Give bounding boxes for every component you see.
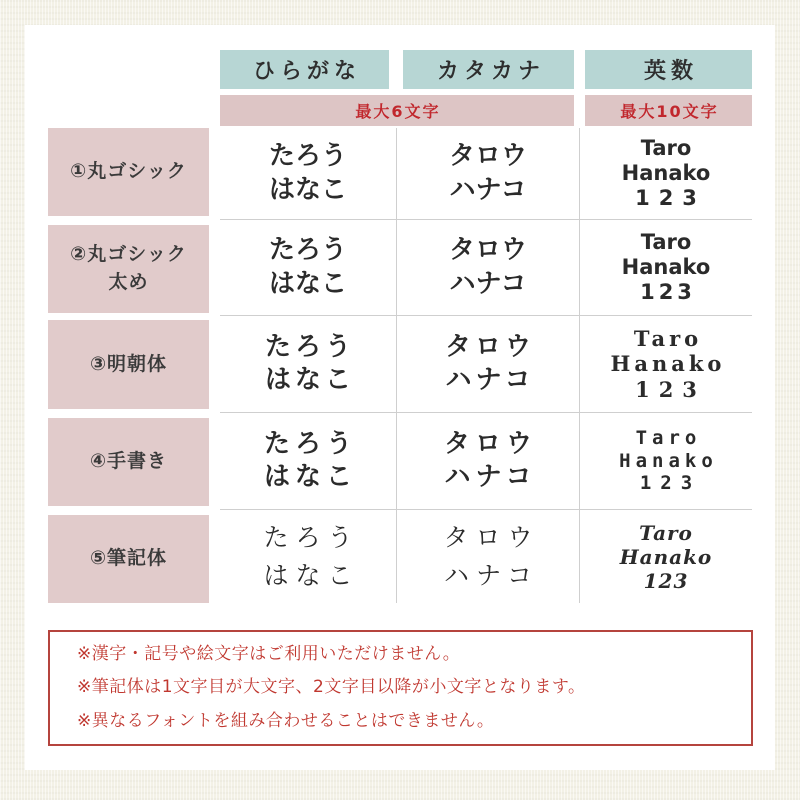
row-label-text: ④手書き	[89, 450, 168, 473]
sample-hiragana	[220, 220, 397, 316]
sample-line: Hanako	[621, 254, 711, 279]
sample-hiragana	[220, 510, 397, 603]
column-header-hiragana: ひらがな	[220, 50, 389, 89]
sample-line: たろう	[268, 141, 347, 172]
sample-katakana	[397, 220, 580, 316]
limit-badge-eisu: 最大10文字	[585, 95, 752, 126]
limit-badge-kana: 最大6文字	[220, 95, 574, 126]
sample-line: Taro	[635, 426, 702, 449]
sample-line: タロウ	[443, 428, 537, 459]
sample-line: ハナコ	[443, 560, 539, 590]
sample-line: タロウ	[448, 235, 527, 266]
row-label-text: 太め	[108, 271, 149, 293]
sample-katakana	[397, 510, 580, 603]
row-label-handwriting	[48, 418, 209, 506]
usage-notes-box	[48, 630, 753, 746]
sample-line: たろう	[264, 331, 355, 362]
sample-line: たろう	[263, 428, 357, 459]
sample-line: たろう	[268, 235, 347, 266]
sample-line: タロウ	[448, 141, 527, 172]
sample-line: Hanako	[619, 544, 713, 569]
sample-eisu	[580, 220, 752, 316]
sample-line: タロウ	[444, 331, 535, 362]
row-label-mincho	[48, 320, 209, 409]
sample-katakana	[397, 128, 580, 220]
row-label-text: ①丸ゴシック	[70, 160, 187, 183]
row-label-round-gothic	[48, 128, 209, 216]
sample-line: 123	[639, 472, 702, 495]
sample-line: 123	[643, 568, 689, 593]
sample-line: たろう	[263, 523, 360, 552]
note-kanji-restriction: ※漢字・記号や絵文字はご利用いただけません。	[77, 644, 461, 665]
row-label-text: ⑤筆記体	[89, 547, 168, 570]
sample-line: はなこ	[268, 174, 347, 205]
sample-line: Taro	[639, 520, 693, 545]
row-label-cursive	[48, 515, 209, 603]
sample-katakana	[397, 413, 580, 510]
column-header-katakana: カタカナ	[403, 50, 574, 89]
sample-line: ハナコ	[445, 365, 535, 395]
sample-line: ハナコ	[449, 174, 527, 205]
sample-line: ハナコ	[444, 462, 537, 492]
sample-line: Taro	[640, 229, 692, 254]
row-label-text: ②丸ゴシック	[70, 243, 187, 266]
sample-line: 123	[635, 186, 706, 211]
sample-line: はなこ	[268, 268, 347, 299]
sample-line: Hanako	[610, 351, 726, 377]
sample-line: はなこ	[263, 560, 360, 590]
sample-line: Hanako	[621, 160, 711, 185]
sample-hiragana	[220, 413, 397, 510]
row-label-text: ③明朝体	[89, 352, 168, 375]
sample-line: はなこ	[264, 365, 355, 395]
sample-eisu	[580, 413, 752, 510]
sample-line: ハナコ	[449, 268, 527, 299]
note-font-mixing: ※異なるフォントを組み合わせることはできません。	[77, 710, 495, 731]
sample-hiragana	[220, 128, 397, 220]
sample-katakana	[397, 316, 580, 413]
note-cursive-capitalization: ※筆記体は1文字目が大文字、2文字目以降が小文字となります。	[77, 677, 586, 698]
sample-eisu	[580, 128, 752, 220]
sample-eisu	[580, 510, 752, 603]
sample-hiragana	[220, 316, 397, 413]
sample-line: Taro	[633, 326, 703, 352]
sample-line: タロウ	[443, 523, 540, 552]
sample-eisu	[580, 316, 752, 413]
sample-line: はなこ	[263, 462, 357, 492]
sample-line: Hanako	[619, 449, 718, 472]
sample-line: 123	[640, 280, 696, 305]
font-sample-table	[220, 128, 752, 603]
column-header-eisu: 英数	[585, 50, 752, 89]
sample-line: Taro	[640, 135, 692, 160]
row-label-round-gothic-bold	[48, 225, 209, 313]
sample-line: 123	[635, 376, 706, 402]
